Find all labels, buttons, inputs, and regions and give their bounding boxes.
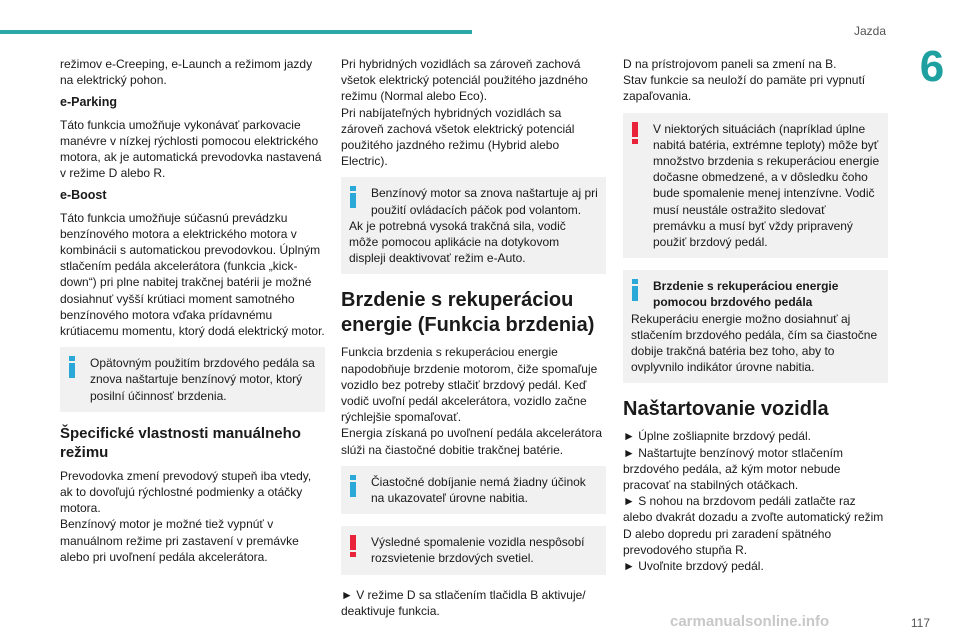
info-icon bbox=[349, 186, 357, 208]
warning-note bbox=[341, 526, 606, 574]
paragraph: Prevodovka zmení prevodový stupeň iba vtedy, ak to dovoľujú rýchlostné podmienky a otáčky motora. bbox=[60, 468, 312, 516]
note-text: Ak je potrebná vysoká trakčná sila, vodič môže pomocou aplikácie na dotykovom displeji deaktivovať režim e-Auto. bbox=[349, 218, 566, 266]
info-icon bbox=[68, 356, 76, 378]
heading-manual-mode: Špecifické vlastnosti manuálneho režimu bbox=[60, 424, 301, 461]
paragraph: Funkcia brzdenia s rekuperáciou energie napodobňuje brzdenie motorom, čiže spomaľuje vozidlo bez potreby stlačiť brzdový pedál. Keď vodič uvoľní pedál akcelerátora, vozidlo začne rýchlejšie spomaľovať. bbox=[341, 345, 598, 425]
instruction-step: ► Úplne zošliapnite brzdový pedál. bbox=[623, 429, 811, 444]
paragraph: Pri hybridných vozidlách sa zároveň zachová všetok elektrický potenciál použitého jazdného režimu (Normal alebo Eco). bbox=[341, 57, 588, 104]
paragraph: Benzínový motor je možné tiež vypnúť v manuálnom režime pri zastavení v premávke alebo pri uvoľnení pedála akcelerátora. bbox=[60, 517, 299, 564]
heading-starting-vehicle: Naštartovanie vozidla bbox=[623, 398, 829, 421]
heading-regenerative-braking: Brzdenie s rekuperáciou energie (Funkcia brzdenia) bbox=[341, 289, 595, 337]
paragraph: Táto funkcia umožňuje súčasnú prevádzku benzínového motora a elektrického motora v kombinácii s automatickou prevodovkou. Úplným stlačením pedála akcelerátora (funkcia „kick-down“) pri plne nabitej trakčnej batérii je možné dosiahnuť vyšší krútiaci moment samotného benzínového motora vďaka prídavnému krútiacemu momentu, ktorý dodá elektrický motor. bbox=[60, 210, 325, 339]
note-title: Brzdenie s rekuperáciou energie pomocou brzdového pedála bbox=[653, 279, 839, 310]
note-text: Benzínový motor sa znova naštartuje aj pri použití ovládacích páčok pod volantom. bbox=[371, 186, 598, 217]
heading-eparking: e-Parking bbox=[60, 95, 117, 110]
info-note bbox=[341, 466, 606, 514]
page-number: 117 bbox=[910, 616, 930, 630]
warning-icon bbox=[349, 535, 357, 557]
column-1 bbox=[60, 56, 325, 571]
chapter-number: 6 bbox=[919, 42, 945, 91]
info-note bbox=[341, 177, 606, 274]
paragraph: režimov e-Creeping, e-Launch a režimom jazdy na elektrický pohon. bbox=[60, 57, 313, 88]
note-text: V niektorých situáciách (napríklad úplne nabitá batéria, extrémne teploty) môže byť množstvo brzdenia s rekuperáciou energie dočasne obmedzené, a v dôsledku čoho bude spomalenie menej intenzívne. Vodič musí neustále ostražito sledovať premávku a musí byť vždy pripravený použiť brzdový pedál. bbox=[653, 121, 880, 250]
paragraph: Táto funkcia umožňuje vykonávať parkovacie manévre v nízkej rýchlosti pomocou elektrického motora, ak je automatická prevodovka nastavená v režime D alebo R. bbox=[60, 117, 322, 181]
warning-note bbox=[623, 113, 888, 259]
info-icon bbox=[349, 475, 357, 497]
instruction-step: ► Naštartujte benzínový motor stlačením brzdového pedála, až kým motor nebude pracovať na stabilných otáčkach. bbox=[623, 445, 843, 493]
note-text: Výsledné spomalenie vozidla nespôsobí rozsvietenie brzdových svetiel. bbox=[371, 535, 585, 566]
paragraph: D na prístrojovom paneli sa zmení na B. bbox=[623, 57, 837, 71]
info-note bbox=[623, 270, 888, 383]
watermark: carmanualsonline.info bbox=[670, 613, 830, 630]
paragraph: Energia získaná po uvoľnení pedála akcelerátora slúži na čiastočné dobitie trakčnej batérie. bbox=[341, 426, 603, 457]
heading-eboost: e-Boost bbox=[60, 188, 107, 203]
warning-icon bbox=[631, 122, 639, 144]
note-text: Rekuperáciu energie možno dosiahnuť aj stlačením brzdového pedála, čím sa čiastočne dobije trakčná batéria bez toho, aby to ovplyvnilo indikátor úrovne nabitia. bbox=[631, 311, 878, 375]
paragraph: Pri nabíjateľných hybridných vozidlách sa zároveň zachová všetok elektrický potenciál použitého jazdného režimu (Hybrid alebo Electric). bbox=[341, 105, 575, 169]
section-title: Jazda bbox=[853, 24, 886, 38]
column-3 bbox=[623, 56, 888, 574]
header-accent-bar bbox=[0, 30, 472, 34]
info-icon bbox=[631, 279, 639, 301]
instruction-step: ► S nohou na brzdovom pedáli zatlačte raz alebo dvakrát dozadu a zvoľte automatický režim D alebo dopredu pri zaradení spätného prevodového stupňa R. bbox=[623, 494, 884, 557]
instruction-step: ► V režime D sa stlačením tlačidla B aktivuje/ deaktivuje funkcia. bbox=[341, 587, 586, 618]
paragraph: Stav funkcie sa neuloží do pamäte pri vypnutí zapaľovania. bbox=[623, 73, 866, 104]
note-text: Čiastočné dobíjanie nemá žiadny účinok na ukazovateľ úrovne nabitia. bbox=[371, 474, 586, 506]
column-2 bbox=[341, 56, 606, 625]
instruction-step: ► Uvoľnite brzdový pedál. bbox=[623, 559, 764, 574]
note-text: Opätovným použitím brzdového pedála sa znova naštartuje benzínový motor, ktorý posilní účinnosť brzdenia. bbox=[90, 356, 315, 403]
info-note bbox=[60, 347, 325, 412]
